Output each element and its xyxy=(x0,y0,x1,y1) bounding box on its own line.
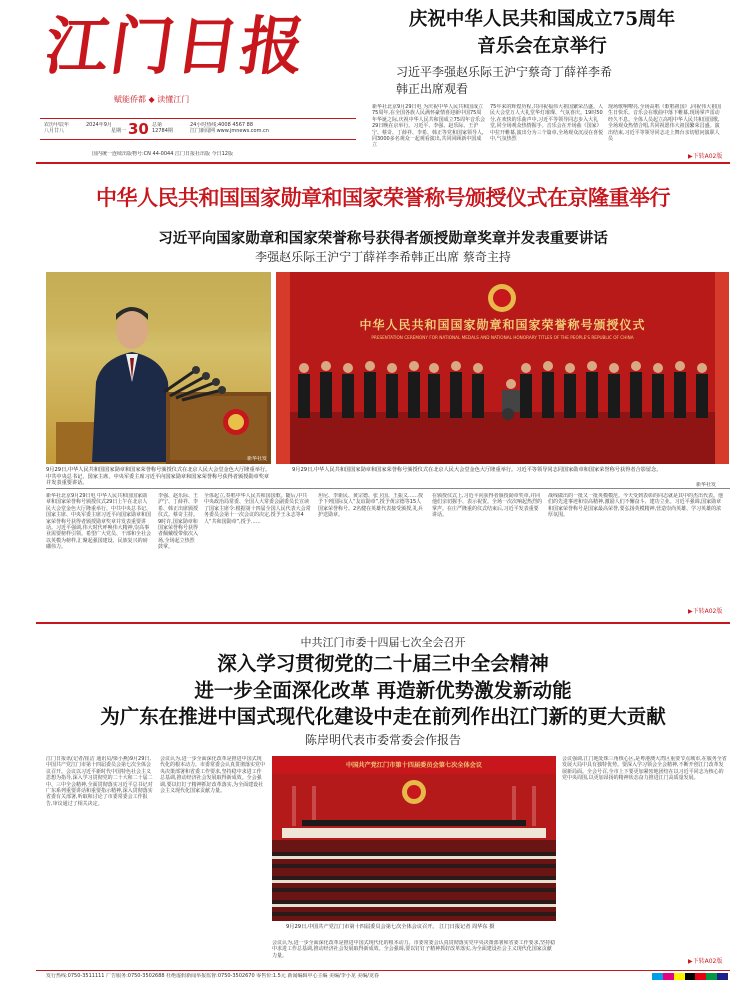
lunar-year: 农历甲辰年 xyxy=(44,122,70,128)
top-story-title xyxy=(372,6,712,60)
solar-date xyxy=(86,122,126,135)
masthead-slogan xyxy=(114,94,189,105)
meeting-col1: 江门日报讯(记者/崔洁 通讯员/梁小燕)9月29日,中国共产党江门市第十四届委员会第七次全体会议召开。会议以习近平新时代中国特色社会主义思想为指导,深入学习贯彻党的二十大和二十届二中、三中全会精神,全面贯彻落实习近平总书记对广东系列重要讲话和重要指示精神,深入贯彻落实省委有关部署,听取和讨论了市委常委会工作报告,审议通过了相关决定。 xyxy=(46,756,153,807)
meeting-col-lower: 会议认为,进一步全面深化改革是推进中国式现代化的根本动力。市委常委会认真贯彻落实党中央决策部署和省委工作要求,坚持稳中求进工作总基调,推动经济社会发展取得新成效。全会强调,要以钉钉子精神抓好改革落实,为全面建设社会主义现代化国家贡献力量。 xyxy=(272,940,556,959)
group-scene xyxy=(276,272,729,464)
meeting-headline2: 进一步全面深化改革 再造新优势激发新动能 xyxy=(194,679,572,702)
color-swatch xyxy=(706,973,717,980)
main-col3: 全体起立,奏唱中华人民共和国国歌。随后,中共中央政治局常委、全国人大常委会副委员长宣读了国家主席令:根据第十四届全国人民代表大会常务委员会第十一次会议的决定,授予王永志等4人“共和国勋章”,授予…… xyxy=(204,493,311,525)
photo-meeting xyxy=(272,756,556,921)
masthead-rule xyxy=(36,162,730,164)
top-title-line1: 庆祝中华人民共和国成立75周年 xyxy=(408,9,676,30)
weekday: 星期一 xyxy=(110,128,126,135)
top-story-col2: 75年来的辉煌历程,共同祝福伟大祖国繁荣昌盛。人民大会堂万人大礼堂华灯璀璨、气氛喜庆。19时50分,在欢快的乐曲声中,习近平等领导同志步入大礼堂,同全场观众热情握手。音乐会在开场曲《国家》中拉开帷幕,演出分为三个篇章,全场观众沉浸在喜悦中,气氛热烈 xyxy=(490,104,604,143)
top-story-col3: 现场歌响嘹亮,全场高唱《歌唱祖国》,同祝伟大祖国生日快乐。音乐会在歌曲中落下帷幕,现场掌声雷动经久不息。全体人员起立高唱中华人民共和国国歌,全场观众热情合唱,共同祝愿伟大祖国繁荣昌盛。演出结束,习近平等领导同志走上舞台亲切慰问演职人员 xyxy=(608,104,722,143)
main-col4: 坦尼、李新民、黄宗德、张卫国、王振义……授予下列国际友人“友谊勋章”,授予黄宗德等15人国家荣誉称号。2名健在英雄代表接受颁授,礼兵护送勋章。 xyxy=(318,493,424,519)
issue-label: 总第 xyxy=(152,122,163,128)
group-banner-en: PRESENTATION CEREMONY FOR NATIONAL MEDALS AND NATIONAL HONORARY TITLES OF THE PEOPLE'S REPUBLIC OF CHINA xyxy=(371,335,634,340)
issue-no: 12784期 xyxy=(152,128,173,135)
section-rule xyxy=(36,622,730,624)
color-bar xyxy=(652,973,728,980)
meeting-story-more[interactable]: ▶下转A02版 xyxy=(688,958,723,965)
meeting-banner: 中国共产党江门市第十四届委员会第七次全体会议 xyxy=(345,762,483,769)
main-col2: 李强、赵乐际、王沪宁、丁薛祥、李希、韩正出席颁授仪式。蔡奇主持。9时许,国家勋章和国家荣誉称号获得者佩戴绶带依次入场,全场起立热烈鼓掌。 xyxy=(158,493,198,551)
lunar-date xyxy=(44,122,78,135)
podium-scene xyxy=(46,272,271,464)
day-number: 30 xyxy=(128,120,149,138)
slogan-left: 赋能侨都 xyxy=(114,95,146,104)
main-headline: 中华人民共和国国家勋章和国家荣誉称号颁授仪式在京隆重举行 xyxy=(96,185,670,210)
top-sub-line1: 习近平李强赵乐际王沪宁蔡奇丁薛祥李希 xyxy=(396,65,613,79)
photo1-credit: 新华社发 xyxy=(246,455,267,462)
meeting-headline1: 深入学习贯彻党的二十届三中全会精神 xyxy=(217,652,549,675)
top-story-col1: 新华社北京9月29日电 为庆祝中华人民共和国成立75周年,在全国各族人民满怀豪情喜迎新中国75周年华诞之际,庆祝中华人民共和国成立75周年音乐会29日晚在京举行。习近平、李强、赵乐际、王沪宁、蔡奇、丁薛祥、李希、韩正等党和国家领导人,同3000多名观众一起观看演出,共同回顾新中国成立 xyxy=(372,104,485,149)
main-col1: 新华社北京9月29日电 中华人民共和国国家勋章和国家荣誉称号颁授仪式29日上午在北京人民大会堂金色大厅隆重举行。中共中央总书记、国家主席、中央军委主席习近平向国家勋章和国家荣誉称号获得者颁授勋章奖章并发表重要讲话。习近平强调,伟大时代呼唤伟大精神,崇高事业需要榜样引领。希望广大党员、干部和全社会以英模为榜样,汇聚起强国建设、民族复兴的磅礴伟力。 xyxy=(46,493,152,551)
slogan-right: 读懂江门 xyxy=(157,95,190,104)
caption-rule xyxy=(46,488,730,489)
issue-number xyxy=(152,122,182,135)
group-banner-cn: 中华人民共和国国家勋章和国家荣誉称号颁授仪式 xyxy=(359,318,646,332)
color-swatch xyxy=(674,973,685,980)
masthead xyxy=(0,0,741,160)
color-swatch xyxy=(717,973,728,980)
year-month: 2024年9月 xyxy=(86,122,112,128)
meeting-headline3: 为广东在推进中国式现代化建设中走在前列作出江门新的更大贡献 xyxy=(100,705,666,728)
slogan-dot: ◆ xyxy=(148,95,158,104)
color-swatch xyxy=(663,973,674,980)
contact xyxy=(190,122,356,135)
cn-code: 国内统一连续出版物号:CN 44-0044 江门日报社出版 今日12版 xyxy=(92,151,233,157)
top-story-more[interactable]: ▶下转A02版 xyxy=(688,153,723,160)
photo-podium xyxy=(46,272,271,464)
website[interactable]: 江门新闻网 www.jmnews.com.cn xyxy=(190,128,269,135)
top-title-line2: 音乐会在京举行 xyxy=(477,36,607,57)
meeting-subhead: 陈岸明代表市委常委会作报告 xyxy=(304,733,461,747)
footer-rule xyxy=(36,970,730,971)
footer-info: 发行热线:0750-3511111 广告服务:0750-3502688 杜绝虚假新闻举报监督:0750-3502670 零售价:1.5元 新闻编辑中心主编 美编/李小龙 美编/龙春 xyxy=(46,973,379,979)
date-strip xyxy=(40,118,356,140)
main-attendees: 李强赵乐际王沪宁丁薛祥李希韩正出席 蔡奇主持 xyxy=(255,250,511,264)
meeting-scene xyxy=(272,756,556,921)
photo-group xyxy=(276,272,729,464)
meeting-col3: 会议强调,江门地处珠三角核心区,是粤港澳大湾区重要节点城市,在服务全省发展大局中具有独特优势。要深入学习领会全会精神,不断开创江门改革发展新局面。全会号召,全市上下要更加紧密地团结在以习近平同志为核心的党中央周围,以更加昂扬的精神状态奋力推进江门高质量发展。 xyxy=(562,756,727,782)
masthead-logo: 江门日报 xyxy=(40,9,312,83)
top-story-subtitle xyxy=(396,64,726,98)
hotline: 24小时热线:4008 4567 88 xyxy=(190,122,254,128)
main-col5: 在颁授仪式上,习近平向获得者颁授勋章奖章,并同他们亲切握手、表示祝贺。全场一次次响起热烈的掌声。在庄严隆重的仪式结束后,习近平发表重要讲话。 xyxy=(432,493,542,519)
lunar-day: 八月廿八 xyxy=(44,128,65,135)
main-subhead: 习近平向国家勋章和国家荣誉称号获得者颁授勋章奖章并发表重要讲话 xyxy=(158,231,608,247)
group-banner xyxy=(296,316,709,340)
photo1-caption: 9月29日,中华人民共和国国家勋章和国家荣誉称号颁授仪式在北京人民大会堂金色大厅隆重举行。中共中央总书记、国家主席、中央军委主席习近平向国家勋章和国家荣誉称号获得者颁授勋章奖章并发表重要讲话。 xyxy=(46,467,271,487)
color-swatch xyxy=(695,973,706,980)
meeting-col2: 会议认为,进一步全面深化改革是推进中国式现代化的根本动力。市委常委会认真贯彻落实党中央决策部署和省委工作要求,坚持稳中求进工作总基调,推动经济社会发展取得新成效。全会强调,要以钉钉子精神抓好改革落实,为全面建设社会主义现代化国家贡献力量。 xyxy=(160,756,266,795)
top-sub-line2: 韩正出席观看 xyxy=(396,82,469,96)
meeting-kicker: 中共江门市委十四届七次全会召开 xyxy=(300,636,466,649)
color-swatch xyxy=(685,973,696,980)
photo2-caption: 9月29日,中华人民共和国国家勋章和国家荣誉称号颁授仪式在北京人民大会堂金色大厅隆重举行。习近平等领导同志同国家勋章和国家荣誉称号获得者合影留念。 xyxy=(292,467,662,473)
meeting-caption: 9月29日,中国共产党江门市第十四届委员会第七次全体会议召开。 江门日报记者 周华东 摄 xyxy=(286,924,495,930)
photo2-credit: 新华社发 xyxy=(696,482,717,488)
main-col6: 战线做出的一批又一批英模模范。今天受到表彰的同志就是其中的杰出代表。他们的先进事迹和崇高精神,激励人们不懈奋斗、建功立业。习近平强调,国家勋章和国家荣誉称号是国家最高荣誉,要弘扬英模精神,营造崇尚英雄、学习英雄的浓厚氛围。 xyxy=(548,493,724,519)
main-story-more[interactable]: ▶下转A02版 xyxy=(688,608,723,615)
color-swatch xyxy=(652,973,663,980)
